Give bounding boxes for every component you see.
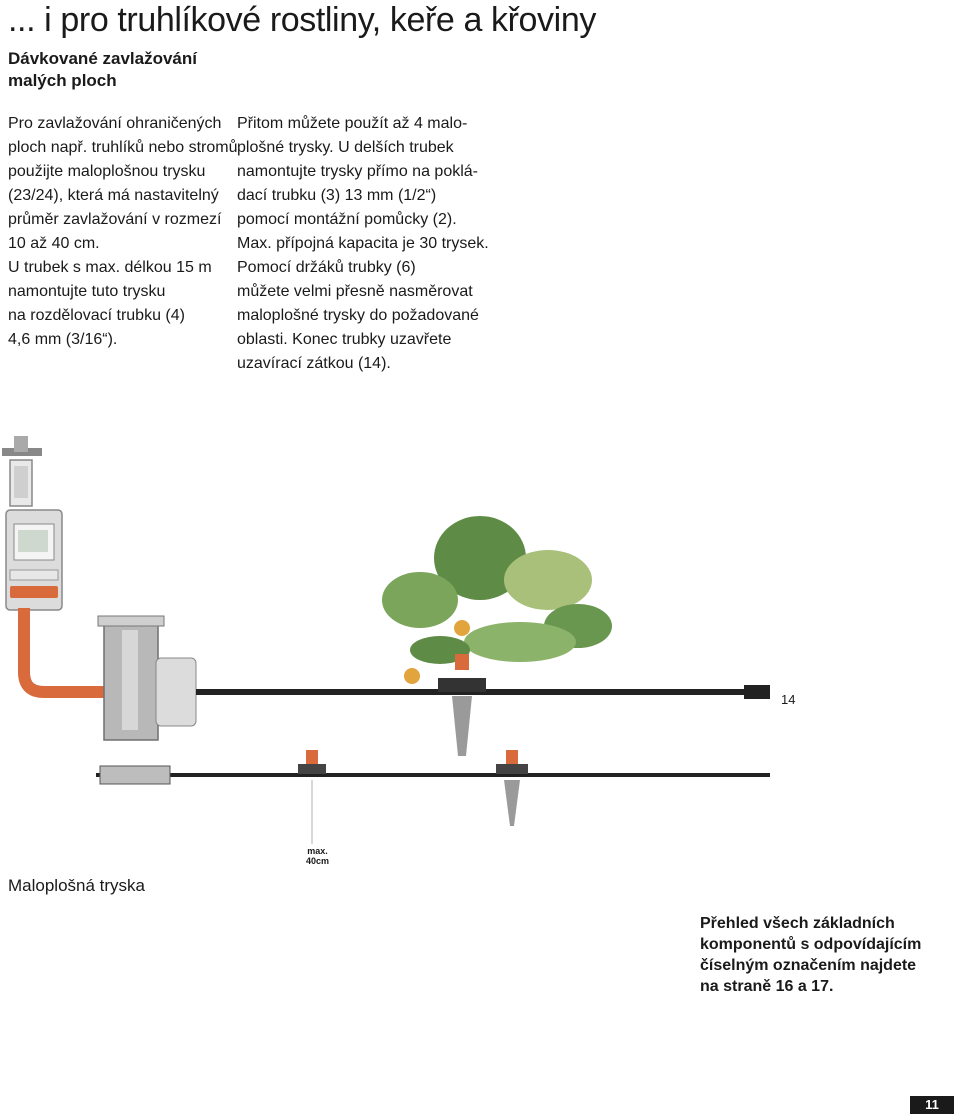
supply-hose	[24, 608, 110, 692]
page-title: ... i pro truhlíkové rostliny, keře a křoviny	[8, 1, 596, 39]
text-line: můžete velmi přesně nasměrovat	[237, 283, 473, 300]
text-line: Přitom můžete použít až 4 malo-	[237, 115, 468, 132]
page-number: 11	[910, 1096, 954, 1114]
text-line: Max. přípojná kapacita je 30 trysek.	[237, 235, 489, 252]
end-cap-icon	[744, 685, 770, 699]
subtitle-line: malých ploch	[8, 71, 117, 90]
subtitle-line: Dávkované zavlažování	[8, 49, 197, 68]
text-line: pomocí montážní pomůcky (2).	[237, 211, 457, 228]
text-line: průměr zavlažování v rozmezí	[8, 211, 222, 228]
text-line: 4,6 mm (3/16“).	[8, 331, 118, 348]
micro-jet-icon	[298, 750, 326, 774]
text-line: Pomocí držáků trubky (6)	[237, 259, 416, 276]
text-line: (23/24), která má nastavitelný	[8, 187, 219, 204]
text-line: ploch např. truhlíků nebo stromů	[8, 139, 238, 156]
distance-label-value: 40cm	[306, 856, 330, 866]
note-line: komponentů s odpovídajícím	[700, 936, 922, 953]
text-line: plošné trysky. U delších trubek	[237, 139, 454, 156]
distance-label-max: max.	[307, 846, 328, 856]
text-line: namontujte tuto trysku	[8, 283, 166, 300]
note-line: Přehled všech základních	[700, 915, 895, 932]
reference-note	[700, 913, 950, 997]
left-paragraph	[8, 112, 238, 352]
pressure-reducer-icon	[98, 616, 196, 740]
text-line: U trubek s max. délkou 15 m	[8, 259, 212, 276]
irrigation-diagram	[0, 430, 960, 860]
micro-jet-icon	[438, 654, 486, 756]
section-subtitle	[8, 48, 208, 92]
text-line: 10 až 40 cm.	[8, 235, 100, 252]
text-line: použijte maloplošnou trysku	[8, 163, 206, 180]
connector-icon	[100, 766, 170, 784]
distance-label	[306, 846, 329, 866]
right-paragraph	[237, 112, 489, 376]
water-timer-icon	[6, 510, 62, 610]
text-line: dací trubku (3) 13 mm (1/2“)	[237, 187, 437, 204]
text-line: Pro zavlažování ohraničených	[8, 115, 222, 132]
end-cap-label: 14	[781, 692, 796, 707]
text-line: namontujte trysky přímo na poklá-	[237, 163, 478, 180]
text-line: uzavírací zátkou (14).	[237, 355, 391, 372]
text-line: maloplošné trysky do požadované	[237, 307, 479, 324]
diagram-caption: Maloplošná tryska	[8, 876, 146, 895]
plant-icon	[382, 516, 612, 684]
text-line: oblasti. Konec trubky uzavřete	[237, 331, 452, 348]
micro-jet-icon	[496, 750, 528, 826]
note-line: číselným označením najdete	[700, 957, 917, 974]
text-line: na rozdělovací trubku (4)	[8, 307, 185, 324]
note-line: na straně 16 a 17.	[700, 978, 834, 995]
faucet-icon	[2, 436, 42, 506]
